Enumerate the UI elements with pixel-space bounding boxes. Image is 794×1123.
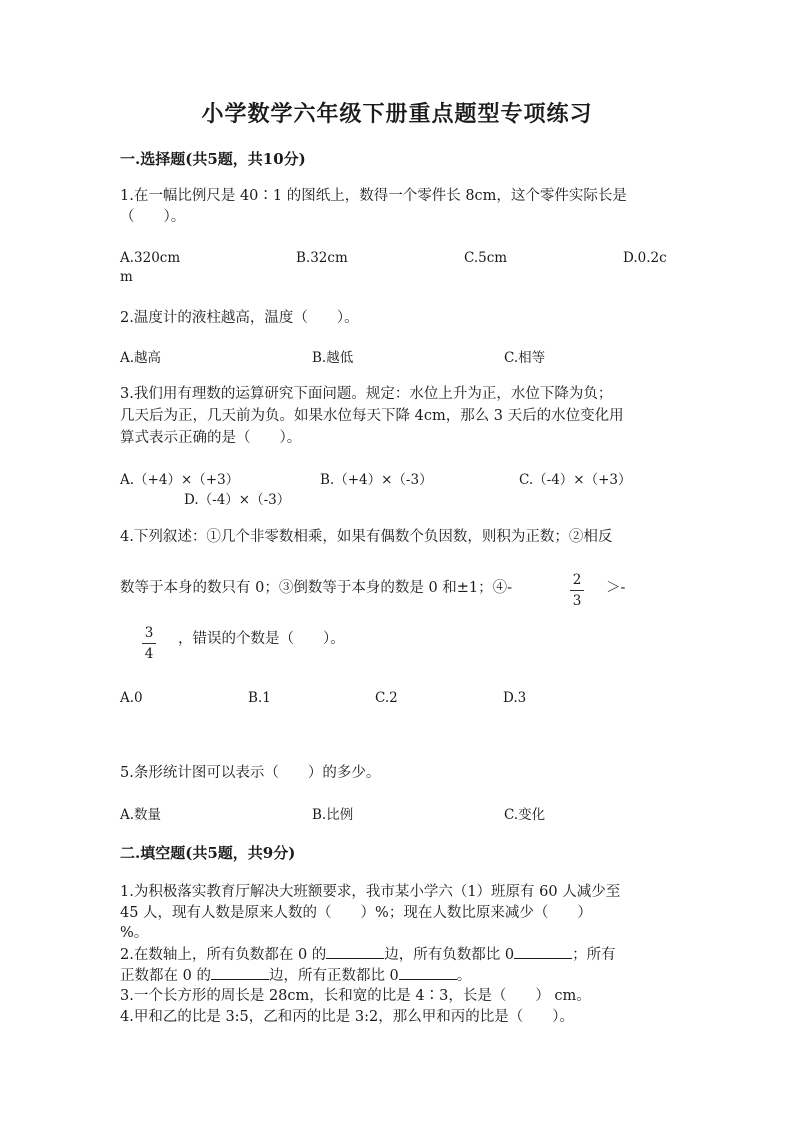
question-3-option-a[interactable]: A.（+4）×（+3） bbox=[120, 472, 240, 488]
question-4-line-3: ，错误的个数是（ ）。 bbox=[178, 631, 345, 647]
answer-blank[interactable] bbox=[326, 943, 384, 959]
section-heading-choice: 一.选择题(共5题，共10分) bbox=[120, 150, 306, 168]
fill-question-2-text-c: ；所有 bbox=[572, 947, 616, 963]
question-1-option-c[interactable]: C.5cm bbox=[464, 250, 508, 266]
question-2-stem: 2.温度计的液柱越高，温度（ ）。 bbox=[120, 310, 359, 326]
question-1-option-b[interactable]: B.32cm bbox=[296, 250, 348, 266]
question-4-line-2: 数等于本身的数只有 0；③倒数等于本身的数是 0 和±1；④- bbox=[120, 580, 513, 596]
question-4-line-1: 4.下列叙述：①几个非零数相乘，如果有偶数个负因数，则积为正数；②相反 bbox=[120, 529, 613, 545]
fill-question-1-line-2: 45 人，现有人数是原来人数的（ ）%；现在人数比原来减少（ ） bbox=[120, 905, 592, 921]
question-2-option-a[interactable]: A.越高 bbox=[120, 350, 162, 366]
fill-question-2-line-1 bbox=[120, 943, 616, 966]
question-5-option-a[interactable]: A.数量 bbox=[120, 807, 162, 823]
question-3-option-b[interactable]: B.（+4）×（-3） bbox=[320, 472, 433, 488]
question-3-option-d[interactable]: D.（-4）×（-3） bbox=[184, 492, 291, 508]
fill-question-2-text-b: 边，所有负数都比 0 bbox=[384, 947, 515, 963]
question-2-option-b[interactable]: B.越低 bbox=[312, 350, 354, 366]
question-1-option-a[interactable]: A.320cm bbox=[120, 250, 181, 266]
answer-blank[interactable] bbox=[514, 943, 572, 959]
fill-question-2-text-a: 2.在数轴上，所有负数都在 0 的 bbox=[120, 947, 327, 963]
question-3-line-2: 几天后为正，几天前为负。如果水位每天下降 4cm，那么 3 天后的水位变化用 bbox=[120, 408, 624, 424]
fill-question-2-text-f: 。 bbox=[456, 968, 472, 984]
fill-question-2-text-d: 正数都在 0 的 bbox=[120, 968, 211, 984]
fill-question-2-text-e: 边，所有正数都比 0 bbox=[268, 968, 399, 984]
question-4-option-d[interactable]: D.3 bbox=[503, 690, 527, 706]
fill-question-2-line-2 bbox=[120, 964, 471, 987]
question-3-option-c[interactable]: C.（-4）×（+3） bbox=[519, 472, 632, 488]
question-4-option-c[interactable]: C.2 bbox=[375, 690, 398, 706]
fraction-bar bbox=[142, 643, 156, 644]
question-5-option-c[interactable]: C.变化 bbox=[504, 807, 546, 823]
question-4-option-a[interactable]: A.0 bbox=[120, 690, 143, 706]
question-2-option-c[interactable]: C.相等 bbox=[504, 350, 546, 366]
fill-question-1-line-1: 1.为积极落实教育厅解决大班额要求，我市某小学六（1）班原有 60 人减少至 bbox=[120, 884, 621, 900]
fill-question-4-stem: 4.甲和乙的比是 3:5，乙和丙的比是 3:2，那么甲和丙的比是（ ）。 bbox=[120, 1009, 574, 1025]
fraction-numerator: 2 bbox=[572, 572, 582, 588]
question-3-line-1: 3.我们用有理数的运算研究下面问题。规定：水位上升为正，水位下降为负； bbox=[120, 386, 613, 402]
question-1-option-d[interactable]: D.0.2c bbox=[623, 250, 667, 266]
question-4-comparison: ＞- bbox=[606, 580, 626, 596]
question-1-line-1: 1.在一幅比例尺是 40∶1 的图纸上，数得一个零件长 8cm，这个零件实际长是 bbox=[120, 188, 627, 204]
page-title: 小学数学六年级下册重点题型专项练习 bbox=[201, 101, 593, 127]
fraction-denominator: 4 bbox=[144, 646, 154, 662]
question-5-option-b[interactable]: B.比例 bbox=[312, 807, 354, 823]
question-3-line-3: 算式表示正确的是（ ）。 bbox=[120, 430, 302, 446]
question-4-fraction-two-thirds bbox=[570, 571, 584, 610]
answer-blank[interactable] bbox=[399, 964, 457, 980]
fill-question-1-line-3: %。 bbox=[120, 925, 149, 941]
question-5-stem: 5.条形统计图可以表示（ ）的多少。 bbox=[120, 765, 381, 781]
fraction-bar bbox=[570, 590, 584, 591]
question-4-option-b[interactable]: B.1 bbox=[248, 690, 271, 706]
question-1-option-d-wrap: m bbox=[120, 269, 133, 285]
fraction-numerator: 3 bbox=[144, 625, 154, 641]
fill-question-3-stem: 3.一个长方形的周长是 28cm，长和宽的比是 4∶3，长是（ ） cm。 bbox=[120, 988, 591, 1004]
question-1-line-2: （ ）。 bbox=[120, 209, 186, 225]
fraction-denominator: 3 bbox=[572, 593, 582, 609]
answer-blank[interactable] bbox=[211, 964, 269, 980]
section-heading-fill: 二.填空题(共5题，共9分) bbox=[120, 844, 296, 862]
question-4-fraction-three-quarters bbox=[142, 624, 156, 663]
